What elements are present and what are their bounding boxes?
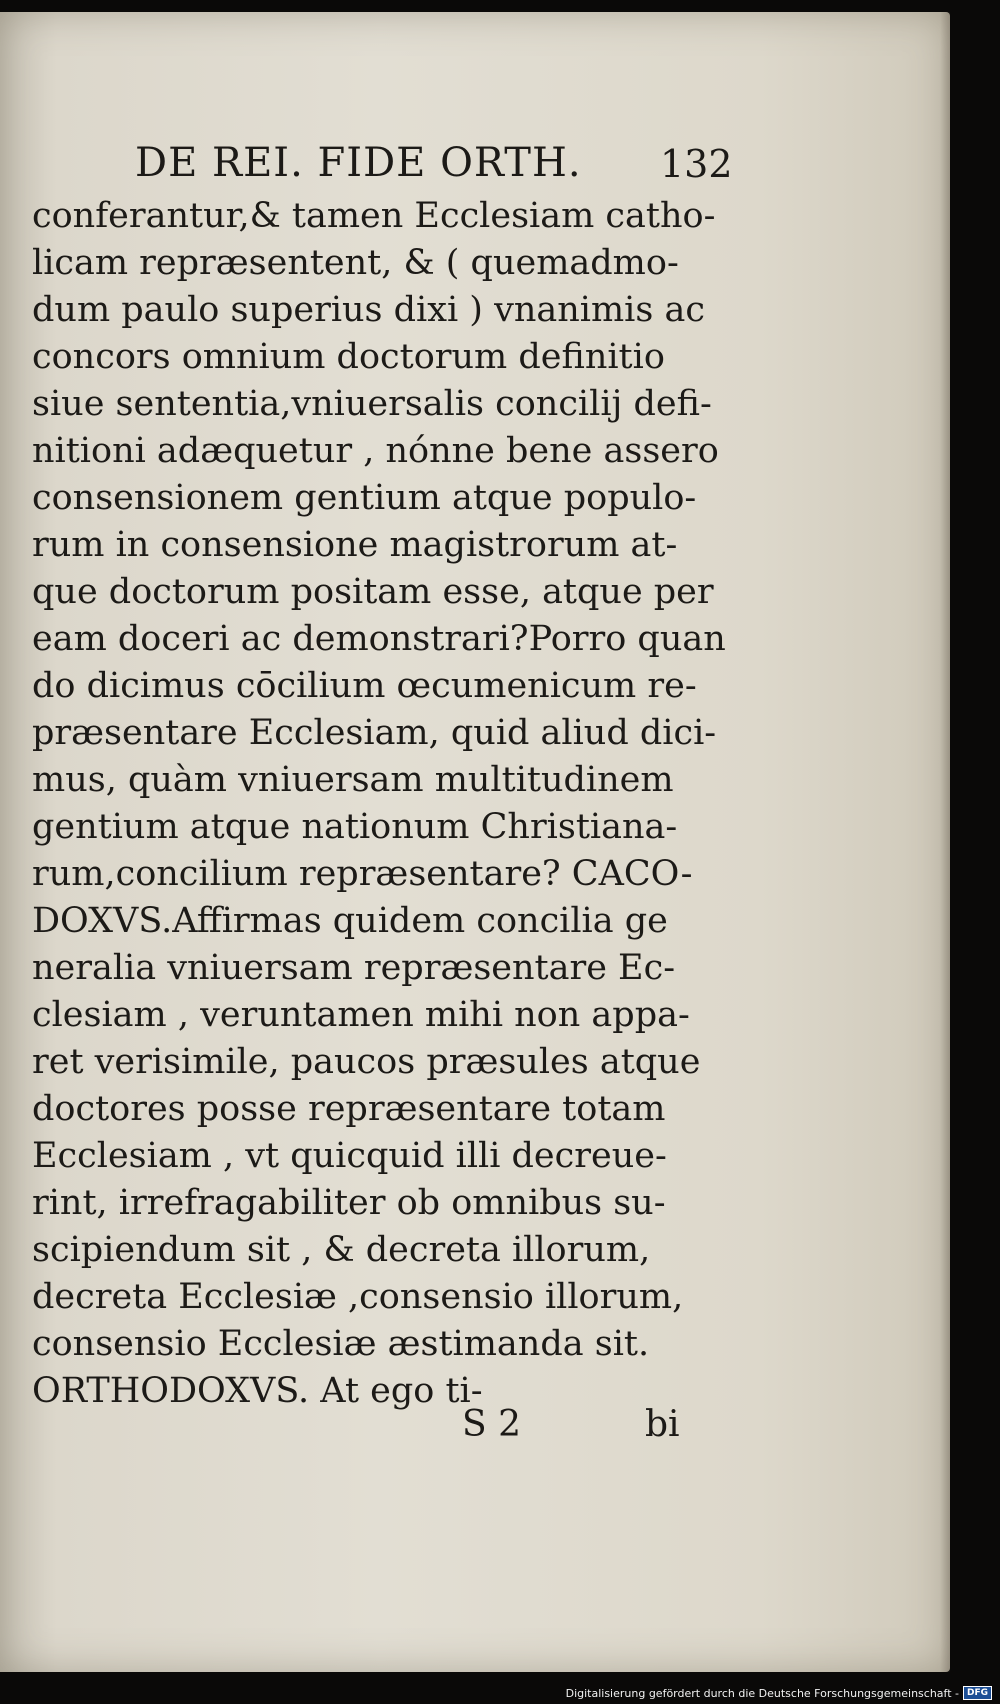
text-line: doctores posse repræsentare totam	[32, 1089, 666, 1129]
text-line: neralia vniuersam repræsentare Ec-	[32, 948, 676, 988]
text-line: rint, irrefragabiliter ob omnibus su-	[32, 1183, 666, 1223]
digitization-credit	[566, 1686, 992, 1700]
dfg-logo: DFG	[963, 1686, 992, 1700]
text-line: conferantur,& tamen Ecclesiam catho-	[32, 196, 716, 236]
text-line: gentium atque nationum Christiana-	[32, 807, 678, 847]
credit-text: Digitalisierung gefördert durch die Deutsche Forschungsgemeinschaft -	[565, 1686, 959, 1700]
page-edge	[940, 12, 950, 1672]
text-line: DOXVS.Affirmas quidem concilia ge	[32, 901, 668, 941]
text-line: scipiendum sit , & decreta illorum,	[32, 1230, 651, 1270]
text-line: decreta Ecclesiæ ,consensio illorum,	[32, 1277, 684, 1317]
catchword: bi	[645, 1404, 680, 1445]
running-head: DE REI. FIDE ORTH.	[135, 140, 582, 186]
book-page	[0, 12, 950, 1672]
text-line: dum paulo superius dixi ) vnanimis ac	[32, 290, 705, 330]
text-line: Ecclesiam , vt quicquid illi decreue-	[32, 1136, 667, 1176]
signature-mark: S 2	[462, 1404, 522, 1445]
page-number: 132	[660, 142, 733, 186]
text-line: rum,concilium repræsentare? CACO-	[32, 854, 693, 894]
text-line: concors omnium doctorum definitio	[32, 337, 665, 377]
text-line: ret verisimile, paucos præsules atque	[32, 1042, 701, 1082]
text-line: clesiam , veruntamen mihi non appa-	[32, 995, 690, 1035]
text-line: que doctorum positam esse, atque per	[32, 572, 714, 612]
text-line: consensionem gentium atque populo-	[32, 478, 697, 518]
text-line: eam doceri ac demonstrari?Porro quan	[32, 619, 726, 659]
text-line: mus, quàm vniuersam multitudinem	[32, 760, 674, 800]
text-line: siue sententia,vniuersalis concilij defi-	[32, 384, 712, 424]
text-line: do dicimus cōcilium œcumenicum re-	[32, 666, 697, 706]
body-text	[32, 193, 726, 1415]
text-line: ORTHODOXVS. At ego ti-	[32, 1371, 483, 1411]
text-line: nitioni adæquetur , nónne bene assero	[32, 431, 719, 471]
text-line: licam repræsentent, & ( quemadmo-	[32, 243, 679, 283]
text-line: rum in consensione magistrorum at-	[32, 525, 678, 565]
text-line: consensio Ecclesiæ æstimanda sit.	[32, 1324, 650, 1364]
text-line: præsentare Ecclesiam, quid aliud dici-	[32, 713, 717, 753]
